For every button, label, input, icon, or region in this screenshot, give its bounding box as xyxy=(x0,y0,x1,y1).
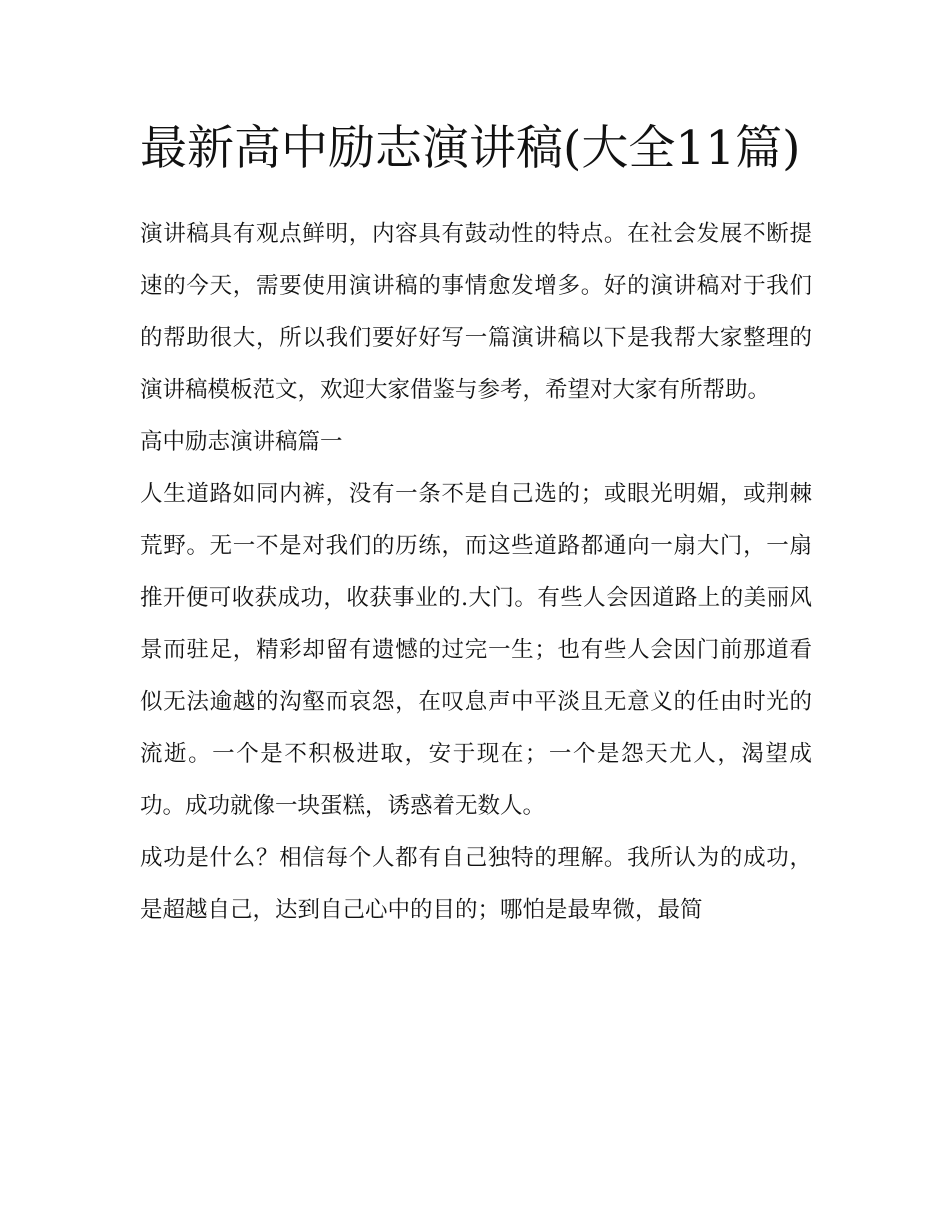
body-paragraph-1: 人生道路如同内裤，没有一条不是自己选的；或眼光明媚，或荆棘荒野。无一不是对我们的历练，而这些道路都通向一扇大门，一扇推开便可收获成功，收获事业的.大门。有些人会因道路上的美丽风景而驻足，精彩却留有遗憾的过完一生；也有些人会因门前那道看似无法逾越的沟壑而哀怨，在叹息声中平淡且无意义的任由时光的流逝。一个是不积极进取，安于现在；一个是怨天尤人，渴望成功。成功就像一块蛋糕，诱惑着无数人。 xyxy=(140,481,812,819)
document-page xyxy=(140,112,812,936)
document-title: 最新高中励志演讲稿(大全11篇) xyxy=(140,121,801,176)
body-paragraph-2: 成功是什么？相信每个人都有自己独特的理解。我所认为的成功，是超越自己，达到自己心中的目的；哪怕是最卑微，最简 xyxy=(140,845,812,923)
intro-paragraph: 演讲稿具有观点鲜明，内容具有鼓动性的特点。在社会发展不断提速的今天，需要使用演讲稿的事情愈发增多。好的演讲稿对于我们的帮助很大，所以我们要好好写一篇演讲稿以下是我帮大家整理的演讲稿模板范文，欢迎大家借鉴与参考，希望对大家有所帮助。 xyxy=(140,221,812,403)
section-heading: 高中励志演讲稿篇一 xyxy=(140,429,343,455)
